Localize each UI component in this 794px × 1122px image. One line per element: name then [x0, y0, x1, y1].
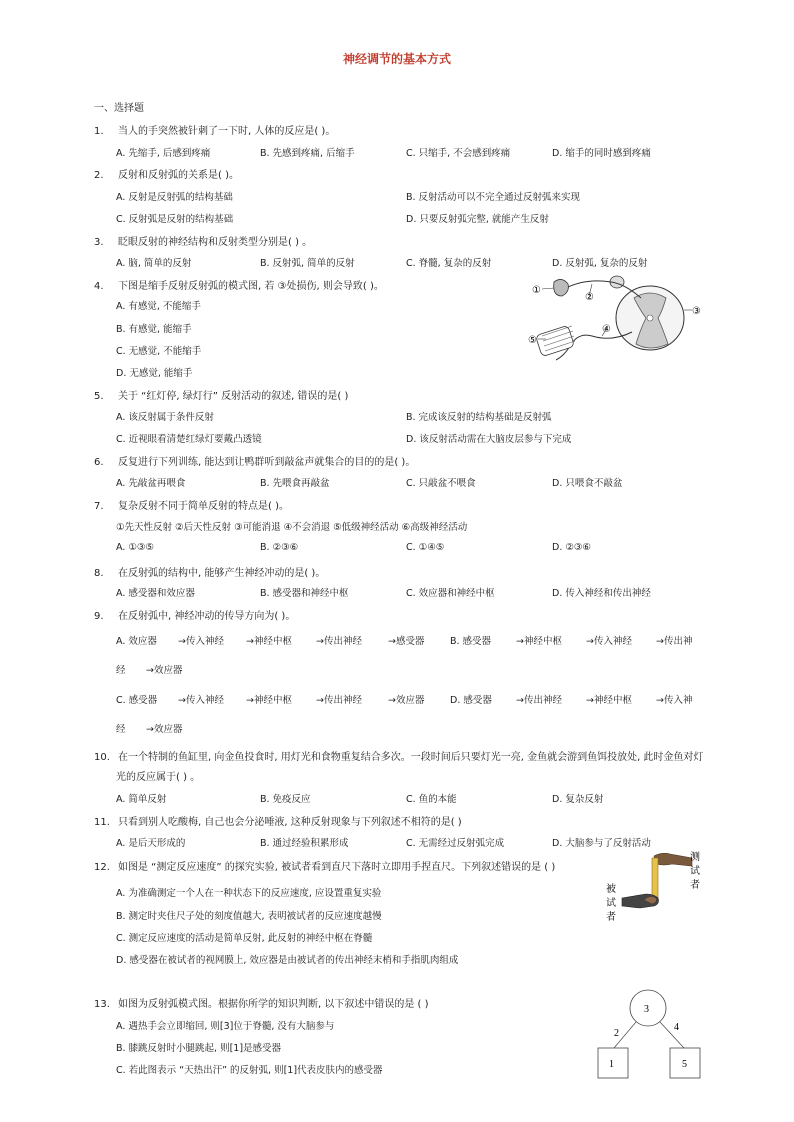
option-b: B. 免疫反应: [260, 794, 311, 805]
q9-row2-part: D. 感受器: [450, 695, 492, 706]
q9-row1-cont: 经: [116, 665, 126, 676]
question-number: 5.: [94, 391, 104, 402]
option-d: D. 该反射活动需在大脑皮层参与下完成: [406, 434, 572, 445]
question-text: 当人的手突然被针刺了一下时, 人体的反应是( )。: [118, 126, 336, 137]
fig13-node-3: 3: [644, 1004, 649, 1015]
fig4-label-4: ④: [602, 324, 611, 335]
option-d: D. 感受器在被试者的视网膜上, 效应器是由被试者的传出神经末梢和手指肌肉组成: [116, 955, 459, 966]
question-text: 在一个特制的鱼缸里, 向金鱼投食时, 用灯光和食物重复结合多次。一段时间后只要灯光一亮, 金鱼就会游到鱼饵投放处, 此时金鱼对灯: [118, 752, 704, 763]
question-number: 3.: [94, 237, 104, 248]
option-d: D. 缩手的同时感到疼痛: [552, 148, 651, 159]
question-5: [94, 387, 348, 402]
option-d: D. 大脑参与了反射活动: [552, 838, 651, 849]
q9-row2-cont: 经: [116, 724, 126, 735]
question-number: 4.: [94, 281, 104, 292]
option-c: C. 效应器和神经中枢: [406, 588, 495, 599]
question-1: [94, 122, 335, 137]
q9-row1-part: →感受器: [388, 636, 425, 647]
option-b: B. 完成该反射的结构基础是反射弧: [406, 412, 552, 423]
option-b: B. 感受器和神经中枢: [260, 588, 349, 599]
option-b: B. 先喂食再敲盆: [260, 478, 330, 489]
fig12-tester-label: 测: [690, 852, 700, 863]
fig12-tester-label: 试: [690, 866, 700, 877]
option-c: C. 无感觉, 不能缩手: [116, 346, 202, 357]
q9-row1-part: B. 感受器: [450, 636, 492, 647]
option-a: A. ①③⑤: [116, 542, 154, 553]
question-10-cont: 光的反应属于( ) 。: [116, 772, 201, 783]
option-a: A. 简单反射: [116, 794, 167, 805]
question-text: 眨眼反射的神经结构和反射类型分别是( ) 。: [118, 237, 313, 248]
question-number: 12.: [94, 862, 110, 873]
question-text: 如图为反射弧模式图。根据你所学的知识判断, 以下叙述中错误的是 ( ): [118, 999, 429, 1010]
option-a: A. 脑, 简单的反射: [116, 258, 192, 269]
option-c: C. 无需经过反射弧完成: [406, 838, 505, 849]
q9-row1-part: →神经中枢: [246, 636, 292, 647]
q9-row2-part: →传出神经: [516, 695, 562, 706]
option-d: D. ②③⑥: [552, 542, 591, 553]
option-b: B. ②③⑥: [260, 542, 299, 553]
fig13-arrow-2: 2: [614, 1028, 619, 1039]
question-number: 9.: [94, 611, 104, 622]
fig4-label-1: ①: [532, 285, 541, 296]
question-text: 在反射弧的结构中, 能够产生神经冲动的是( )。: [118, 568, 326, 579]
question-12: [94, 858, 555, 873]
q9-row2-cont: →效应器: [146, 724, 183, 735]
fig13-arrow-4: 4: [674, 1022, 679, 1033]
question-number: 1.: [94, 126, 104, 137]
question-10: [94, 748, 703, 763]
option-b: B. 测定时夹住尺子处的刻度值越大, 表明被试者的反应速度越慢: [116, 911, 382, 922]
option-d: D. 传入神经和传出神经: [552, 588, 651, 599]
fig12-subject-label: 者: [606, 912, 616, 923]
q9-row2-part: →传入神经: [178, 695, 224, 706]
option-a: A. 是后天形成的: [116, 838, 186, 849]
option-c: C. 鱼的本能: [406, 794, 457, 805]
page-title: 神经调节的基本方式: [342, 52, 451, 66]
question-11: [94, 813, 462, 828]
option-a: A. 该反射属于条件反射: [116, 412, 214, 423]
question-8: [94, 564, 325, 579]
option-c: C. 近视眼看清楚红绿灯要戴凸透镜: [116, 434, 262, 445]
q9-row2-part: C. 感受器: [116, 695, 158, 706]
fig4-label-3: ③: [692, 306, 701, 317]
option-a: A. 先缩手, 后感到疼痛: [116, 148, 211, 159]
question-7: [94, 497, 289, 512]
option-b: B. 先感到疼痛, 后缩手: [260, 148, 355, 159]
fig13-node-5: 5: [682, 1059, 687, 1070]
question-number: 2.: [94, 170, 104, 181]
question-text: 复杂反射不同于简单反射的特点是( )。: [118, 501, 289, 512]
option-b: B. 反射活动可以不完全通过反射弧来实现: [406, 192, 581, 203]
question-13: [94, 995, 429, 1010]
q9-row2-part: →传出神经: [316, 695, 362, 706]
option-c: C. 反射弧是反射的结构基础: [116, 214, 234, 225]
q9-row1-part: A. 效应器: [116, 636, 157, 647]
question-number: 8.: [94, 568, 104, 579]
q9-row1-part: →传出神: [656, 636, 693, 647]
question-text: 在反射弧中, 神经冲动的传导方向为( )。: [118, 611, 296, 622]
fig12-subject-label: 被: [606, 884, 616, 895]
option-b: B. 有感觉, 能缩手: [116, 324, 192, 335]
question-text: 下图是缩手反射反射弧的模式图, 若 ③处损伤, 则会导致( )。: [118, 281, 384, 292]
option-c: C. 只敲盆不喂食: [406, 478, 476, 489]
question-7-statements: ①先天性反射 ②后天性反射 ③可能消退 ④不会消退 ⑤低级神经活动 ⑥高级神经活动: [116, 522, 468, 533]
section-heading: 一、选择题: [94, 103, 144, 114]
q9-row1-part: →神经中枢: [516, 636, 562, 647]
option-c: C. 脊髓, 复杂的反射: [406, 258, 492, 269]
fig4-label-2: ②: [585, 292, 594, 303]
q9-row2-part: →效应器: [388, 695, 425, 706]
option-c: C. 测定反应速度的活动是简单反射, 此反射的神经中枢在脊髓: [116, 933, 373, 944]
question-2: [94, 166, 239, 181]
question-3: [94, 233, 312, 248]
question-number: 13.: [94, 999, 110, 1010]
option-a: A. 感受器和效应器: [116, 588, 195, 599]
q9-row2-part: →传入神: [656, 695, 693, 706]
fig12-tester-label: 者: [690, 880, 700, 891]
question-text: 如图是 “测定反应速度” 的探究实验, 被试者看到直尺下落时立即用手捏直尺。下列叙述错误的是 ( ): [118, 862, 556, 873]
question-text: 只看到别人吃酸梅, 自己也会分泌唾液, 这种反射现象与下列叙述不相符的是( ): [118, 817, 462, 828]
option-c: C. 只缩手, 不会感到疼痛: [406, 148, 511, 159]
question-number: 6.: [94, 457, 104, 468]
q9-row1-part: →传出神经: [316, 636, 362, 647]
option-a: A. 遇热手会立即缩回, 则[3]位于脊髓, 没有大脑参与: [116, 1021, 335, 1032]
option-a: A. 有感觉, 不能缩手: [116, 301, 201, 312]
fig13-node-1: 1: [609, 1059, 614, 1070]
option-c: C. ①④⑤: [406, 542, 445, 553]
question-number: 10.: [94, 752, 110, 763]
option-a: A. 为准确测定一个人在一种状态下的反应速度, 应设置重复实验: [116, 888, 382, 899]
option-c: C. 若此图表示 “天热出汗” 的反射弧, 则[1]代表皮肤内的感受器: [116, 1065, 383, 1076]
question-number: 11.: [94, 817, 110, 828]
option-a: A. 先敲盆再喂食: [116, 478, 186, 489]
question-number: 7.: [94, 501, 104, 512]
question-9: [94, 607, 295, 622]
option-b: B. 通过经验积累形成: [260, 838, 349, 849]
option-d: D. 只喂食不敲盆: [552, 478, 623, 489]
q9-row2-part: →神经中枢: [246, 695, 292, 706]
question-text: 关于 “红灯停, 绿灯行” 反射活动的叙述, 错误的是( ): [118, 391, 349, 402]
option-b: B. 膝跳反射时小腿跳起, 则[1]是感受器: [116, 1043, 282, 1054]
reflex-arc-figure: [528, 270, 706, 374]
option-d: D. 反射弧, 复杂的反射: [552, 258, 648, 269]
fig12-subject-label: 试: [606, 898, 616, 909]
reaction-test-figure: [600, 850, 704, 926]
q9-row2-part: →神经中枢: [586, 695, 632, 706]
question-6: [94, 453, 415, 468]
option-d: D. 无感觉, 能缩手: [116, 368, 193, 379]
q9-row1-cont: →效应器: [146, 665, 183, 676]
option-b: B. 反射弧, 简单的反射: [260, 258, 355, 269]
question-text: 反射和反射弧的关系是( )。: [118, 170, 239, 181]
fig4-label-5: ⑤: [528, 335, 537, 346]
reflex-arc-model-figure: [594, 986, 704, 1082]
option-a: A. 反射是反射弧的结构基础: [116, 192, 233, 203]
option-d: D. 复杂反射: [552, 794, 604, 805]
option-d: D. 只要反射弧完整, 就能产生反射: [406, 214, 549, 225]
question-4: [94, 277, 384, 292]
q9-row1-part: →传入神经: [178, 636, 224, 647]
q9-row1-part: →传入神经: [586, 636, 632, 647]
question-text: 反复进行下列训练, 能达到让鸭群听到敲盆声就集合的目的的是( )。: [118, 457, 416, 468]
